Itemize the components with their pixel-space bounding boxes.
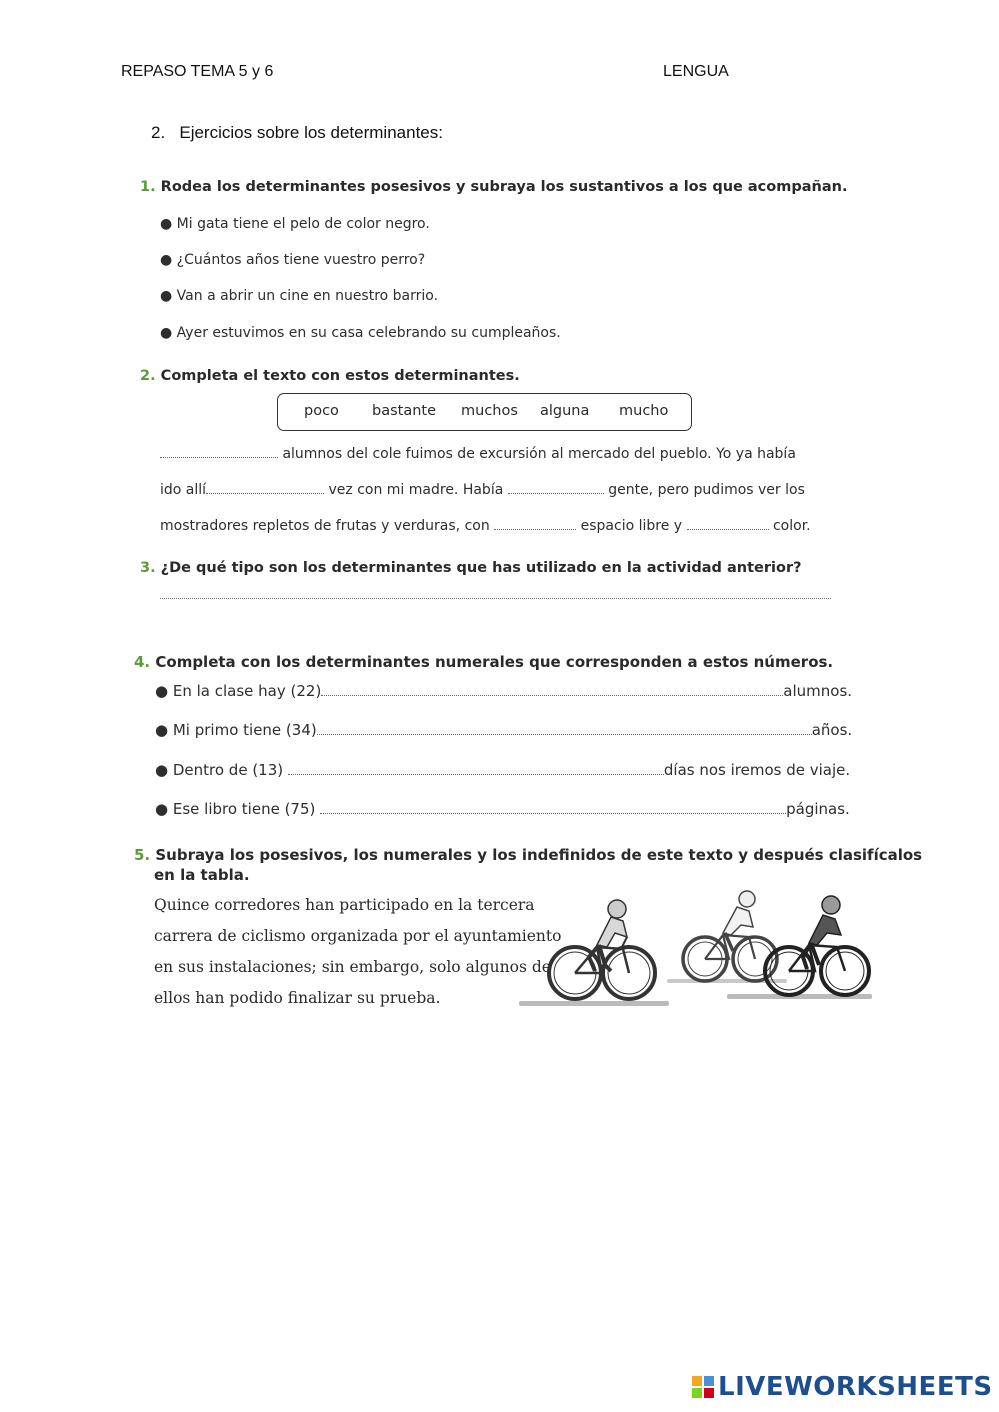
blank[interactable] xyxy=(160,445,278,458)
ex2-number: 2. xyxy=(140,368,156,384)
ex3-title xyxy=(140,560,802,576)
ex1-item-text: Ayer estuvimos en su casa celebrando su cumpleaños. xyxy=(176,325,561,341)
ex2-line-text: ido allí xyxy=(160,482,207,498)
blank[interactable] xyxy=(321,683,783,696)
ex4-title xyxy=(134,653,833,671)
ex2-line-text: alumnos del cole fuimos de excursión al mercado del pueblo. Yo ya había xyxy=(282,446,796,462)
ex4-item: ● En la clase hay (22) alumnos. xyxy=(155,682,853,700)
ex1-item-text: ¿Cuántos años tiene vuestro perro? xyxy=(176,252,426,268)
ex4-number: 4. xyxy=(134,653,151,671)
cyclists-illustration xyxy=(515,885,877,1011)
ex2-title-text: Completa el texto con estos determinantes. xyxy=(160,368,520,384)
word-bank-item: mucho xyxy=(619,403,669,419)
ex1-item: ● Mi gata tiene el pelo de color negro. xyxy=(160,216,430,232)
ex1-item: ● Ayer estuvimos en su casa celebrando su cumpleaños. xyxy=(160,325,561,341)
ex4-item-post: días nos iremos de viaje. xyxy=(663,761,851,779)
blank[interactable] xyxy=(288,762,664,775)
blank[interactable] xyxy=(320,801,786,814)
word-bank-item: alguna xyxy=(540,403,590,419)
ex4-item-post: años. xyxy=(811,721,853,739)
ex1-item-text: Van a abrir un cine en nuestro barrio. xyxy=(176,288,439,304)
ex4-item-pre: Mi primo tiene (34) xyxy=(172,721,317,739)
blank[interactable] xyxy=(206,481,324,494)
ex4-item-pre: Dentro de (13) xyxy=(172,761,284,779)
blank[interactable] xyxy=(317,722,812,735)
ex5-title xyxy=(134,846,922,864)
ex1-item: ● Van a abrir un cine en nuestro barrio. xyxy=(160,288,439,304)
ex2-line-2 xyxy=(160,481,805,498)
intro-number: 2. xyxy=(151,123,166,142)
logo-grid-icon xyxy=(692,1376,714,1398)
ex1-item-text: Mi gata tiene el pelo de color negro. xyxy=(176,216,430,232)
ex5-text-line: Quince corredores han participado en la tercera xyxy=(154,896,535,914)
blank[interactable] xyxy=(687,517,769,530)
ex1-title xyxy=(140,179,847,195)
word-bank-item: muchos xyxy=(461,403,518,419)
word-bank-item: bastante xyxy=(372,403,437,419)
ex2-line-text: color. xyxy=(772,518,811,534)
ex4-title-text: Completa con los determinantes numerales que corresponden a estos números. xyxy=(155,653,834,671)
ex3-title-text: ¿De qué tipo son los determinantes que has utilizado en la actividad anterior? xyxy=(160,560,802,576)
ex2-line-text: vez con mi madre. Había xyxy=(328,482,504,498)
ex2-line-text: espacio libre y xyxy=(580,518,683,534)
ex4-item: ● Mi primo tiene (34) años. xyxy=(155,721,853,739)
ex3-number: 3. xyxy=(140,560,156,576)
ex5-text-line: ellos han podido finalizar su prueba. xyxy=(154,989,441,1007)
word-bank-box xyxy=(277,393,692,431)
ex5-text-line: en sus instalaciones; sin embargo, solo algunos de xyxy=(154,958,551,976)
blank[interactable] xyxy=(508,481,604,494)
header-left: REPASO TEMA 5 y 6 xyxy=(121,63,274,80)
word-bank-item: poco xyxy=(304,403,339,419)
ex2-title xyxy=(140,368,520,384)
ex3-answer-line[interactable] xyxy=(160,598,831,599)
ex4-item-pre: En la clase hay (22) xyxy=(172,682,322,700)
intro-heading xyxy=(151,123,443,143)
intro-text: Ejercicios sobre los determinantes: xyxy=(179,123,443,142)
ex5-text-line: carrera de ciclismo organizada por el ayuntamiento xyxy=(154,927,562,945)
header-right: LENGUA xyxy=(663,63,729,80)
ex1-item: ● ¿Cuántos años tiene vuestro perro? xyxy=(160,252,426,268)
ex4-item-pre: Ese libro tiene (75) xyxy=(172,800,316,818)
ex4-item-post: páginas. xyxy=(786,800,850,818)
brand-name: LIVEWORKSHEETS xyxy=(718,1372,993,1402)
ex5-title-line2: en la tabla. xyxy=(154,866,250,884)
ex4-item-post: alumnos. xyxy=(783,682,853,700)
ex1-number: 1. xyxy=(140,179,156,195)
ex1-title-text: Rodea los determinantes posesivos y subraya los sustantivos a los que acompañan. xyxy=(160,179,848,195)
ex5-number: 5. xyxy=(134,846,151,864)
ex4-item: ● Dentro de (13) días nos iremos de viaje. xyxy=(155,761,851,779)
ex2-line-text: gente, pero pudimos ver los xyxy=(608,482,805,498)
blank[interactable] xyxy=(494,517,576,530)
ex2-line-1 xyxy=(160,445,796,462)
ex5-title-text: Subraya los posesivos, los numerales y los indefinidos de este texto y después clasifícalos xyxy=(155,846,923,864)
ex2-line-3 xyxy=(160,517,811,534)
ex2-line-text: mostradores repletos de frutas y verduras, con xyxy=(160,518,490,534)
ex4-item: ● Ese libro tiene (75) páginas. xyxy=(155,800,850,818)
